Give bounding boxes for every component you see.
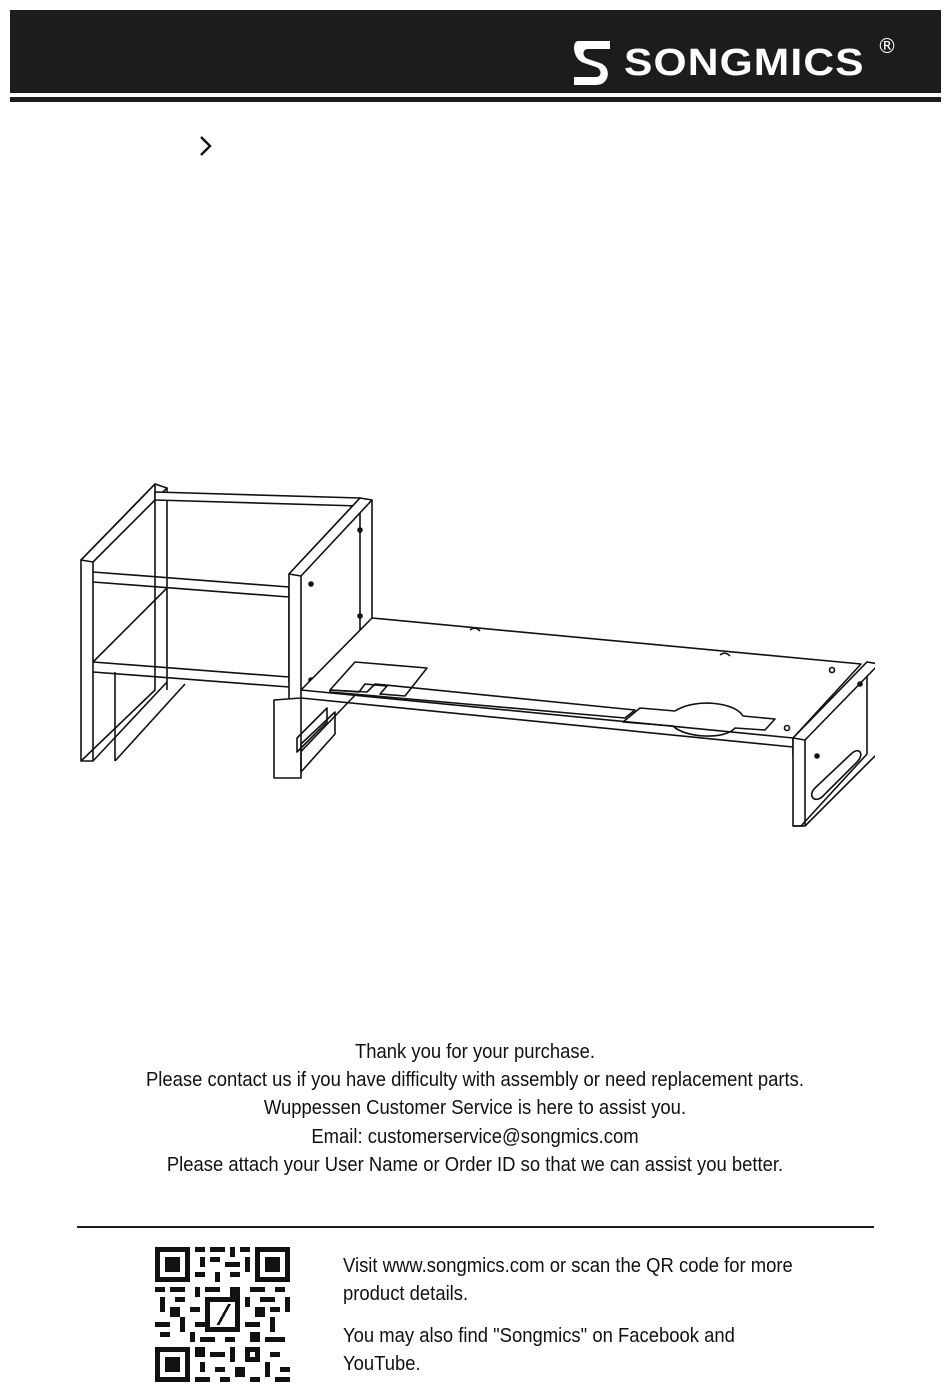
email-line[interactable]: Email: customerservice@songmics.com <box>311 1124 639 1148</box>
brand-name: SONGMICS <box>624 41 865 84</box>
header-rule <box>10 97 941 102</box>
brand <box>570 34 897 88</box>
message-line: Please contact us if you have difficulty with assembly or need replacement parts. <box>145 1068 805 1092</box>
social-media-text: You may also find "Songmics" on Facebook and YouTube. <box>343 1324 735 1375</box>
footer-text <box>343 1252 863 1392</box>
footer-divider <box>77 1226 874 1228</box>
songmics-logo-icon <box>570 39 614 87</box>
desk-monitor-stand-illustration <box>75 472 875 837</box>
registered-mark: ® <box>877 34 897 58</box>
message-line: Please attach your User Name or Order ID so that we can assist you better. <box>166 1152 784 1176</box>
chevron-right-icon[interactable] <box>197 134 215 158</box>
qr-code-icon[interactable] <box>155 1247 290 1382</box>
thank-you-message <box>0 1038 950 1179</box>
visit-website-text: Visit www.songmics.com or scan the QR code for more product details. <box>343 1254 793 1305</box>
header-bar <box>10 10 941 93</box>
message-line: Wuppessen Customer Service is here to assist you. <box>263 1096 687 1120</box>
message-line: Thank you for your purchase. <box>355 1040 595 1063</box>
